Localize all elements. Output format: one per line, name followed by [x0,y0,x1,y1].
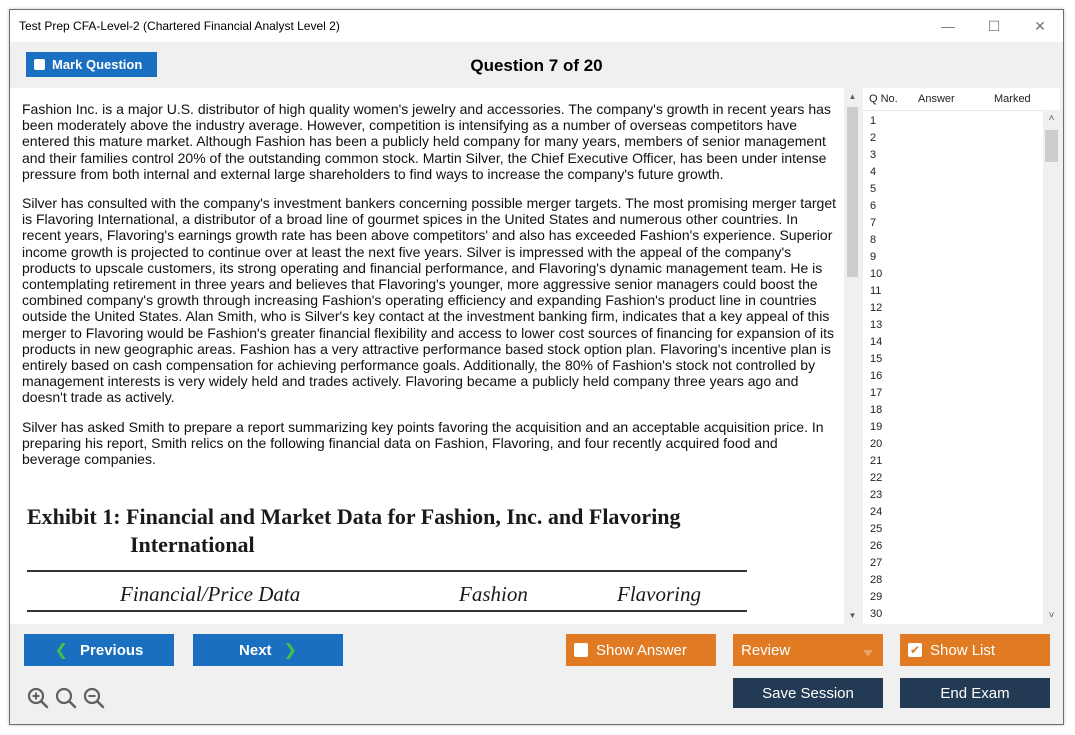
end-exam-button[interactable] [900,678,1050,708]
chevron-up-icon[interactable]: ˄ [1048,113,1055,124]
exhibit-col-flavoring: Flavoring [617,582,701,606]
show-answer-checkbox-icon[interactable] [574,643,588,657]
list-scroll-thumb[interactable] [1045,130,1058,162]
question-list-row[interactable]: 11 [870,285,882,297]
question-heading: Question 7 of 20 [470,56,603,75]
scroll-up-arrow-icon[interactable]: ▲ [848,92,857,101]
question-list-row[interactable]: 5 [870,183,877,195]
question-list-row[interactable]: 18 [870,404,883,416]
question-list-row[interactable]: 4 [870,166,877,178]
question-list-row[interactable]: 12 [870,302,883,314]
col-qno: Q No. [869,93,898,105]
show-list-button[interactable] [900,634,1050,666]
question-list-row[interactable]: 14 [870,336,883,348]
question-list-row[interactable]: 3 [870,149,877,161]
show-answer-label: Show Answer [596,641,687,659]
exhibit-col-label: Financial/Price Data [120,582,301,606]
question-list-panel [863,88,1060,624]
zoom-out-icon[interactable] [82,686,106,710]
save-session-button[interactable] [733,678,883,708]
scroll-thumb[interactable] [847,107,858,277]
question-list-row[interactable]: 13 [870,319,883,331]
question-list-row[interactable]: 9 [870,251,877,263]
question-header [10,42,1063,88]
show-list-label: Show List [930,641,996,659]
window-controls [925,10,1063,42]
exhibit-image [22,503,762,624]
question-passage [22,101,837,480]
question-list-row[interactable]: 1 [870,115,877,127]
review-label: Review [741,641,791,659]
zoom-in-icon[interactable] [26,686,50,710]
passage-paragraph-3: Silver has asked Smith to prepare a report summarizing key points favoring the acquisition and an acceptable acquisition price. In preparing his report, Smith relics on the following financial data on Fashion, Flavoring, and four recently acquired food and beverage companies. [22,418,824,468]
maximize-button[interactable]: ☐ [987,17,1001,34]
exhibit-col-fashion: Fashion [459,582,528,606]
question-list-rows [863,113,1043,623]
review-dropdown[interactable] [733,634,883,666]
question-list-header [863,88,1060,111]
dropdown-caret-icon [863,645,873,662]
question-list-row[interactable]: 27 [870,557,883,569]
question-list-row[interactable]: 25 [870,523,883,535]
question-list-row[interactable]: 19 [870,421,883,433]
zoom-controls [26,686,106,710]
question-list-row[interactable]: 21 [870,455,883,467]
question-list-row[interactable]: 23 [870,489,883,501]
app-window [9,9,1064,725]
exhibit-title-line2: International [130,532,255,557]
question-list-row[interactable]: 16 [870,370,883,382]
chevron-left-icon: ❮ [54,642,69,659]
zoom-reset-icon[interactable] [54,686,78,710]
mark-question-label: Mark Question [52,57,143,72]
question-list-row[interactable]: 6 [870,200,877,212]
previous-label: Previous [80,641,144,659]
end-exam-label: End Exam [940,684,1010,702]
question-list-row[interactable]: 2 [870,132,877,144]
question-list-row[interactable]: 8 [870,234,877,246]
question-list-row[interactable]: 17 [870,387,883,399]
scroll-down-arrow-icon[interactable]: ▼ [848,611,857,620]
previous-button[interactable] [24,634,174,666]
exhibit-header-rule [27,610,747,612]
question-list-row[interactable]: 15 [870,353,883,365]
question-list-row[interactable]: 28 [870,574,883,586]
exhibit-top-rule [27,570,747,572]
col-marked: Marked [994,93,1031,105]
title-bar [10,10,1063,42]
question-list-row[interactable]: 22 [870,472,883,484]
col-answer: Answer [918,93,955,105]
chevron-down-icon[interactable]: ˅ [1048,610,1055,621]
question-list-row[interactable]: 29 [870,591,883,603]
next-label: Next [239,641,272,659]
question-list-row[interactable]: 24 [870,506,883,518]
question-list-row[interactable]: 10 [870,268,883,280]
question-content [10,88,844,624]
passage-paragraph-1: Fashion Inc. is a major U.S. distributor of high quality women's jewelry and accessories. The company's growth in recent years has been moderately above the industry average. However, competition is intensifying as a number of overseas competitors have entered this mature market. Although Fashion has been a publicly held company for many years, members of senior management and their families control 20% of the outstanding common stock. Martin Silver, the Chief Executive Officer, has been under intense pressure from both internal and external large shareholders to find ways to increase the company's future growth. [22,101,831,182]
close-button[interactable]: ✕ [1034,17,1046,34]
show-answer-button[interactable] [566,634,716,666]
save-session-label: Save Session [762,684,854,702]
passage-paragraph-2: Silver has consulted with the company's investment bankers concerning possible merger targets. The most promising merger target is Flavoring International, a distributor of a broad line of gourmet spices in the United States and numerous other countries. In recent years, Flavoring's earnings growth rate has been above competitors' and also has exceeded Fashion's experience. Superior income growth is projected to continue over at least the next five years. Silver is impressed with the appeal of the company's products to upscale customers, its strong operating and financial performance, and Flavoring's dynamic management team. He is contemplating retirement in three years and believes that Flavoring's younger, more aggressive senior managers could boost the combined company's growth through increasing Fashion's operating efficiency and expanding Fashion's product line in countries outside the United States. Alan Smith, who is Silver's key contact at the investment banking firm, indicates that a key appeal of this merger to Flavoring would be Fashion's greater financial flexibility and access to lower cost sources of financing for expansion of its products in new geographic areas. Fashion has a very attractive performance based stock option plan. Flavoring's incentive plan is entirely based on cash compensation for achieving performance goals. Additionally, the 80% of Fashion's stock not controlled by management interests is very widely held and trades actively. Flavoring became a publicly held company three years ago and doesn't trade as actively. [22,195,837,406]
question-list-row[interactable]: 30 [870,608,883,620]
next-button[interactable] [193,634,343,666]
exhibit-title: Exhibit 1: Financial and Market Data for Fashion, Inc. and Flavoring [27,504,681,529]
window-title: Test Prep CFA-Level-2 (Chartered Financial Analyst Level 2) [19,19,340,33]
question-list-scrollbar[interactable] [1043,110,1060,624]
show-list-checkbox-icon[interactable]: ✔ [909,643,921,657]
question-list-row[interactable]: 7 [870,217,877,229]
question-list-row[interactable]: 20 [870,438,883,450]
content-scrollbar[interactable] [844,88,861,624]
question-list-row[interactable]: 26 [870,540,883,552]
chevron-right-icon: ❯ [283,642,297,659]
minimize-button[interactable]: — [941,18,955,34]
